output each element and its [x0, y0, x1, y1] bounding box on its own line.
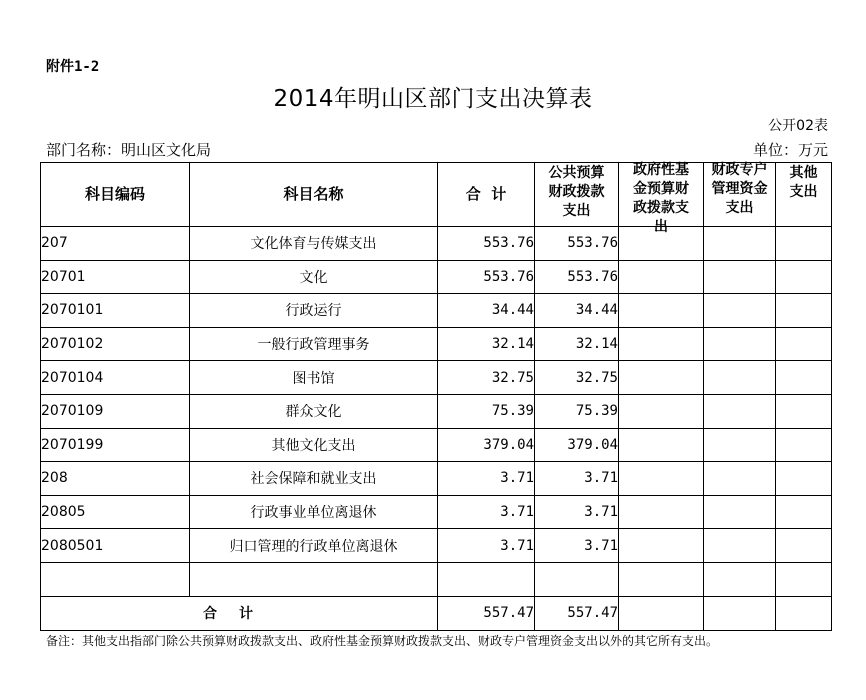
- total-label: 合计: [41, 596, 438, 630]
- table-row-empty: [41, 562, 832, 596]
- row-name: 其他文化支出: [190, 428, 438, 462]
- unit-label: 单位：万元: [752, 141, 828, 159]
- row-gov-fund: [619, 462, 704, 496]
- row-special-account: [704, 327, 776, 361]
- row-code: 2080501: [41, 529, 190, 563]
- row-total: 553.76: [438, 227, 535, 261]
- table-row: [41, 227, 832, 261]
- footnote: 备注：其他支出指部门除公共预算财政拨款支出、政府性基金预算财政拨款支出、财政专户管理资金支出以外的其它所有支出。: [46, 634, 719, 648]
- row-special-account: [704, 562, 776, 596]
- table-row: [41, 294, 832, 328]
- table-header-row: [41, 163, 832, 227]
- table-row: [41, 495, 832, 529]
- row-special-account: [704, 462, 776, 496]
- row-total: 3.71: [438, 529, 535, 563]
- row-code: 20805: [41, 495, 190, 529]
- row-gov-fund: [619, 327, 704, 361]
- column-header-gov-fund-text: 政府性基金预算财政拨款支出: [633, 161, 689, 235]
- row-code: 2070109: [41, 394, 190, 428]
- row-name: 社会保障和就业支出: [190, 462, 438, 496]
- row-other: [776, 227, 832, 261]
- row-other: [776, 294, 832, 328]
- row-total: 34.44: [438, 294, 535, 328]
- row-public-budget: 3.71: [535, 529, 619, 563]
- table-row: [41, 361, 832, 395]
- total-public-budget: 557.47: [535, 596, 619, 630]
- row-name: 行政事业单位离退休: [190, 495, 438, 529]
- row-name: 图书馆: [190, 361, 438, 395]
- column-header-code: 科目编码: [41, 163, 190, 227]
- row-public-budget: [535, 562, 619, 596]
- column-header-other: [776, 163, 832, 227]
- row-total: 553.76: [438, 260, 535, 294]
- row-gov-fund: [619, 495, 704, 529]
- row-special-account: [704, 294, 776, 328]
- row-gov-fund: [619, 428, 704, 462]
- column-header-other-text: 其他支出: [789, 164, 818, 200]
- row-name: [190, 562, 438, 596]
- row-other: [776, 495, 832, 529]
- row-code: 2070199: [41, 428, 190, 462]
- column-header-special-account: [704, 163, 776, 227]
- row-name: 归口管理的行政单位离退休: [190, 529, 438, 563]
- row-public-budget: 3.71: [535, 495, 619, 529]
- row-code: 2070101: [41, 294, 190, 328]
- row-total: 379.04: [438, 428, 535, 462]
- row-other: [776, 394, 832, 428]
- row-public-budget: 3.71: [535, 462, 619, 496]
- total-amount: 557.47: [438, 596, 535, 630]
- row-gov-fund: [619, 361, 704, 395]
- row-name: 文化: [190, 260, 438, 294]
- row-public-budget: 75.39: [535, 394, 619, 428]
- row-total: 32.14: [438, 327, 535, 361]
- table-row: [41, 462, 832, 496]
- row-other: [776, 462, 832, 496]
- row-other: [776, 529, 832, 563]
- row-name: 文化体育与传媒支出: [190, 227, 438, 261]
- column-header-special-account-text: 财政专户管理资金支出: [711, 161, 768, 216]
- row-total: 32.75: [438, 361, 535, 395]
- row-code: 2070102: [41, 327, 190, 361]
- table-row: [41, 327, 832, 361]
- column-header-public-budget-text: 公共预算财政拨款支出: [548, 164, 605, 219]
- row-other: [776, 562, 832, 596]
- row-gov-fund: [619, 562, 704, 596]
- column-header-public-budget: [535, 163, 619, 227]
- row-total: 3.71: [438, 495, 535, 529]
- row-name: 群众文化: [190, 394, 438, 428]
- table-row: [41, 428, 832, 462]
- total-other: [776, 596, 832, 630]
- row-other: [776, 428, 832, 462]
- column-header-gov-fund: [619, 161, 704, 235]
- row-special-account: [704, 394, 776, 428]
- row-public-budget: 553.76: [535, 260, 619, 294]
- total-row: [41, 596, 832, 630]
- row-special-account: [704, 495, 776, 529]
- row-name: 行政运行: [190, 294, 438, 328]
- row-special-account: [704, 428, 776, 462]
- row-code: 208: [41, 462, 190, 496]
- row-total: 3.71: [438, 462, 535, 496]
- row-other: [776, 260, 832, 294]
- row-public-budget: 34.44: [535, 294, 619, 328]
- row-total: 75.39: [438, 394, 535, 428]
- attachment-label: 附件1-2: [46, 59, 100, 75]
- row-public-budget: 32.14: [535, 327, 619, 361]
- row-special-account: [704, 529, 776, 563]
- form-number: 公开02表: [768, 118, 828, 134]
- department-name: 部门名称：明山区文化局: [46, 141, 212, 159]
- row-code: 20701: [41, 260, 190, 294]
- total-special-account: [704, 596, 776, 630]
- column-header-name: 科目名称: [190, 163, 438, 227]
- expenditure-table: [40, 162, 832, 631]
- row-special-account: [704, 227, 776, 261]
- row-total: [438, 562, 535, 596]
- row-public-budget: 379.04: [535, 428, 619, 462]
- table-row: [41, 529, 832, 563]
- table-row: [41, 394, 832, 428]
- row-public-budget: 32.75: [535, 361, 619, 395]
- total-gov-fund: [619, 596, 704, 630]
- row-other: [776, 327, 832, 361]
- row-code: [41, 562, 190, 596]
- row-other: [776, 361, 832, 395]
- row-gov-fund: [619, 294, 704, 328]
- row-special-account: [704, 361, 776, 395]
- column-header-total: 合 计: [438, 163, 535, 227]
- row-special-account: [704, 260, 776, 294]
- page-title: 2014年明山区部门支出决算表: [273, 86, 593, 112]
- row-name: 一般行政管理事务: [190, 327, 438, 361]
- row-public-budget: 553.76: [535, 227, 619, 261]
- row-gov-fund: [619, 260, 704, 294]
- table-row: [41, 260, 832, 294]
- row-gov-fund: [619, 529, 704, 563]
- row-gov-fund: [619, 394, 704, 428]
- row-code: 2070104: [41, 361, 190, 395]
- row-code: 207: [41, 227, 190, 261]
